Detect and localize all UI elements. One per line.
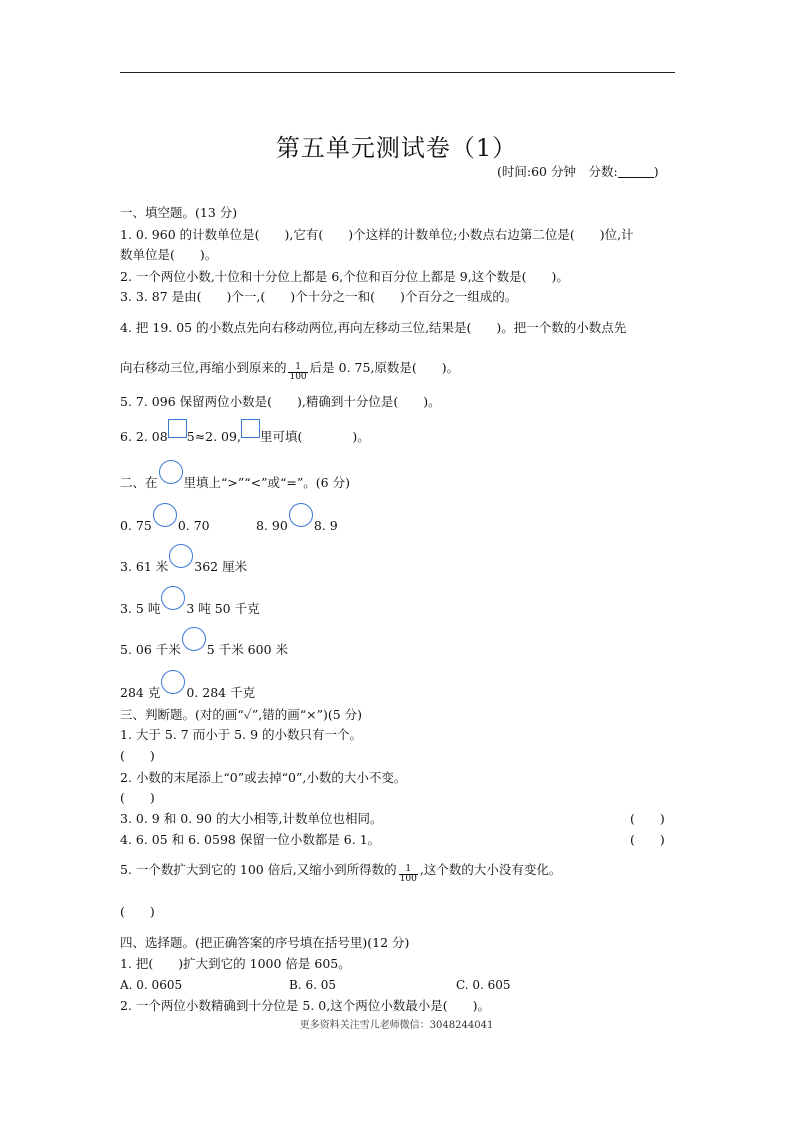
s1-q6-post: 里可填( )。 (259, 429, 370, 444)
s4-q1-option-a: A. 0. 0605 (120, 978, 183, 992)
s3-heading-pre: 三、判断题。(对的画“ (120, 707, 244, 722)
fraction-one-hundredth (399, 865, 418, 884)
s1-q3: 3. 3. 87 是由( )个一,( )个十分之一和( )个百分之一组成的。 (120, 289, 518, 304)
compare-left: 8. 90 (256, 518, 288, 533)
s4-q2: 2. 一个两位小数精确到十分位是 5. 0,这个两位小数最小是( )。 (120, 998, 490, 1013)
compare-circle (153, 503, 177, 527)
answer-square-box (241, 419, 260, 438)
s3-q2-answer: ( ) (120, 790, 155, 805)
compare-circle (161, 586, 185, 610)
s4-q1-option-c: C. 0. 605 (456, 978, 511, 992)
compare-circle (182, 627, 206, 651)
page-title: 第五单元测试卷（1） (275, 134, 518, 162)
s3-q5-post: ,这个数的大小没有变化。 (419, 862, 562, 877)
s1-q1-line1: 1. 0. 960 的计数单位是( ),它有( )个这样的计数单位;小数点右边第二位是( )位,计 (120, 227, 634, 242)
s3-q5-answer: ( ) (120, 904, 155, 919)
s3-q1: 1. 大于 5. 7 而小于 5. 9 的小数只有一个。 (120, 727, 362, 742)
answer-square-box (168, 419, 187, 438)
s1-q1-line2: 数单位是( )。 (120, 247, 218, 262)
section-2-heading (120, 468, 350, 492)
top-rule (120, 72, 675, 73)
compare-circle (159, 460, 183, 484)
s1-q4-line2-pre: 向右移动三位,再缩小到原来的 (120, 360, 287, 375)
s3-q5-pre: 5. 一个数扩大到它的 100 倍后,又缩小到所得数的 (120, 862, 397, 877)
s3-q3-answer: ( ) (630, 811, 665, 826)
s1-q4-line1: 4. 把 19. 05 的小数点先向右移动两位,再向左移动三位,结果是( )。把一个数的小数点先 (120, 320, 627, 335)
s3-heading-post: ”,错的画“×”)(5 分) (251, 707, 363, 722)
s2-row1b (256, 511, 338, 535)
s2-row2 (120, 552, 247, 576)
s1-q4-line2 (120, 360, 459, 382)
s4-q1-option-b: B. 6. 05 (289, 978, 336, 992)
s1-q6-pre: 6. 2. 08 (120, 429, 168, 444)
s2-row5 (120, 678, 255, 702)
s1-q6-mid: 5≈2. 09, (186, 429, 241, 444)
s2-row3 (120, 594, 260, 618)
compare-right: 5 千米 600 米 (206, 642, 289, 657)
s3-q4-answer: ( ) (630, 832, 665, 847)
s2-row1a (120, 511, 210, 535)
compare-left: 3. 61 米 (120, 559, 169, 574)
s1-q6 (120, 425, 370, 445)
compare-circle (289, 503, 313, 527)
compare-right: 3 吨 50 千克 (186, 601, 260, 616)
s2-heading-pre: 二、在 (120, 475, 158, 490)
compare-left: 5. 06 千米 (120, 642, 181, 657)
time-score-suffix: ) (653, 164, 659, 179)
s2-row4 (120, 635, 288, 659)
footer-note: 更多资料关注雪儿老师微信：3048244041 (299, 1020, 494, 1031)
compare-right: 362 厘米 (194, 559, 248, 574)
time-score-prefix: (时间:60 分钟 分数: (497, 164, 618, 179)
compare-right: 8. 9 (313, 518, 338, 533)
s3-q5 (120, 862, 561, 884)
fraction-numerator: 1 (399, 865, 418, 875)
s3-q4: 4. 6. 05 和 6. 0598 保留一位小数都是 6. 1。 (120, 832, 381, 847)
fraction-one-hundredth (288, 363, 307, 382)
s3-q3: 3. 0. 9 和 0. 90 的大小相等,计数单位也相同。 (120, 811, 383, 826)
s4-q1: 1. 把( )扩大到它的 1000 倍是 605。 (120, 956, 351, 971)
fraction-numerator: 1 (288, 363, 307, 373)
check-mark-icon: ✓ (243, 707, 252, 722)
s3-q2: 2. 小数的末尾添上“0”或去掉“0”,小数的大小不变。 (120, 770, 407, 785)
s1-q5: 5. 7. 096 保留两位小数是( ),精确到十分位是( )。 (120, 394, 441, 409)
time-score-line (497, 164, 659, 180)
compare-left: 3. 5 吨 (120, 601, 161, 616)
section-1-heading: 一、填空题。(13 分) (120, 205, 238, 220)
compare-left: 284 克 (120, 685, 161, 700)
s2-heading-post: 里填上“>”“<”或“=”。(6 分) (183, 475, 350, 490)
compare-right: 0. 284 千克 (186, 685, 256, 700)
fraction-denominator: 100 (399, 874, 417, 884)
fraction-denominator: 100 (289, 372, 307, 382)
section-4-heading: 四、选择题。(把正确答案的序号填在括号里)(12 分) (120, 935, 410, 950)
section-3-heading (120, 707, 362, 723)
s1-q2: 2. 一个两位小数,十位和十分位上都是 6,个位和百分位上都是 9,这个数是( )。 (120, 269, 569, 284)
score-blank (618, 165, 654, 178)
s1-q4-line2-post: 后是 0. 75,原数是( )。 (309, 360, 460, 375)
compare-right: 0. 70 (177, 518, 210, 533)
compare-circle (161, 670, 185, 694)
compare-left: 0. 75 (120, 518, 152, 533)
s3-q1-answer: ( ) (120, 748, 155, 763)
compare-circle (169, 544, 193, 568)
